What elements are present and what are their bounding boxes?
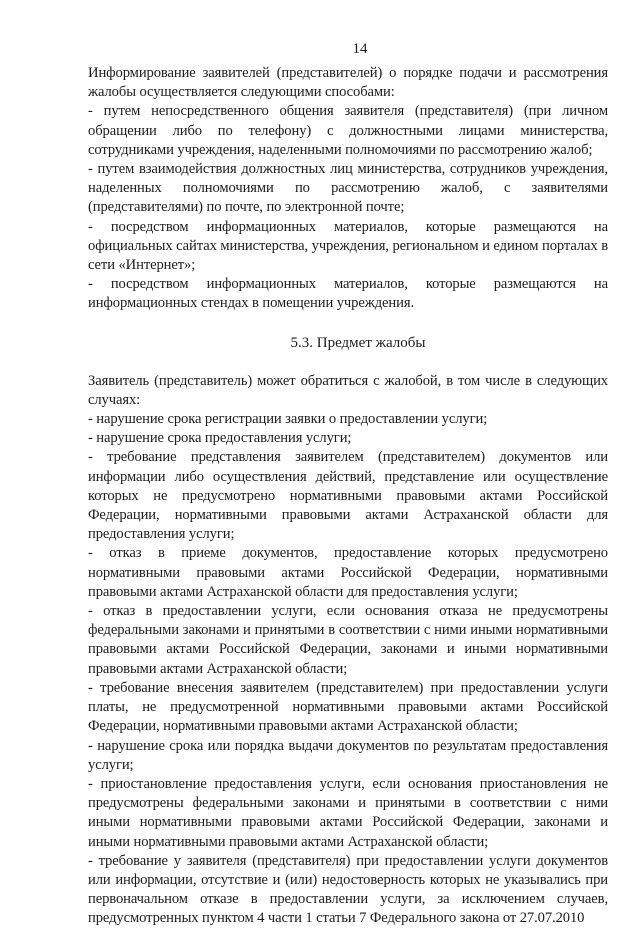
subject-list-item: - отказ в приеме документов, предоставление которых предусмотрено нормативными правовыми актами Российской Федерации, нормативными правовыми актами Астраханской области для предоставления услуги; [88, 545, 608, 600]
intro-list-item: - путем непосредственного общения заявителя (представителя) (при личном обращении либо по телефону) с должностными лицами министерства, сотрудниками учреждения, наделенными полномочиями по рассмотрению жалоб; [88, 103, 608, 158]
subject-paragraph: Заявитель (представитель) может обратиться с жалобой, в том числе в следующих случаях: [88, 372, 608, 408]
subject-list-item: - требование внесения заявителем (представителем) при предоставлении услуги платы, не предусмотренной нормативными правовыми актами Российской Федерации, нормативными правовыми актами Астраханской области; [88, 679, 608, 735]
subject-section [88, 372, 608, 929]
subject-list-item: - приостановление предоставления услуги, если основания приостановления не предусмотрены федеральными законами и принятыми в соответствии с ними иными нормативными правовыми актами Российской Федерации, законами и иными нормативными правовыми актами Астраханской области; [88, 775, 608, 850]
intro-section [88, 64, 608, 314]
intro-list-item: - посредством информационных материалов, которые размещаются на информационных стендах в помещении учреждения. [88, 276, 608, 312]
subject-list-item: - нарушение срока предоставления услуги; [88, 430, 352, 447]
intro-list-item: - посредством информационных материалов, которые размещаются на официальных сайтах министерства, учреждения, региональном и едином порталах в сети «Интернет»; [88, 218, 608, 274]
subject-list-item: - отказ в предоставлении услуги, если основания отказа не предусмотрены федеральными законами и принятыми в соответствии с ними иными нормативными правовыми актами Российской Федерации, законами и иными нормативными правовыми актами Астраханской области; [88, 603, 608, 677]
subject-list-item: - требование у заявителя (представителя) при предоставлении услуги документов или информации, отсутствие и (или) недостоверность которых не указывались при первоначальном отказе в предоставлении услуги, за исключением случаев, предусмотренных пунктом 4 части 1 статьи 7 Федерального закона от 27.07.2010 [88, 852, 608, 927]
subject-list-item: - нарушение срока или порядка выдачи документов по результатам предоставления услуги; [88, 737, 608, 773]
intro-list-item: - путем взаимодействия должностных лиц министерства, сотрудников учреждения, наделенных полномочиями по рассмотрению жалоб, с заявителями (представителями) по почте, по электронной почте; [88, 161, 608, 216]
page-number: 14 [352, 41, 368, 57]
subject-list-item: - требование представления заявителем (представителем) документов или информации либо осуществления действий, представление или осуществление которых не предусмотрено нормативными правовыми актами Российской Федерации, нормативными правовыми актами Астраханской области для предоставления услуги; [88, 449, 608, 543]
section-heading: 5.3. Предмет жалобы [290, 334, 426, 351]
subject-list-item: - нарушение срока регистрации заявки о предоставлении услуги; [88, 411, 488, 428]
intro-paragraph: Информирование заявителей (представителей) о порядке подачи и рассмотрения жалобы осуществляется следующими способами: [88, 65, 608, 101]
